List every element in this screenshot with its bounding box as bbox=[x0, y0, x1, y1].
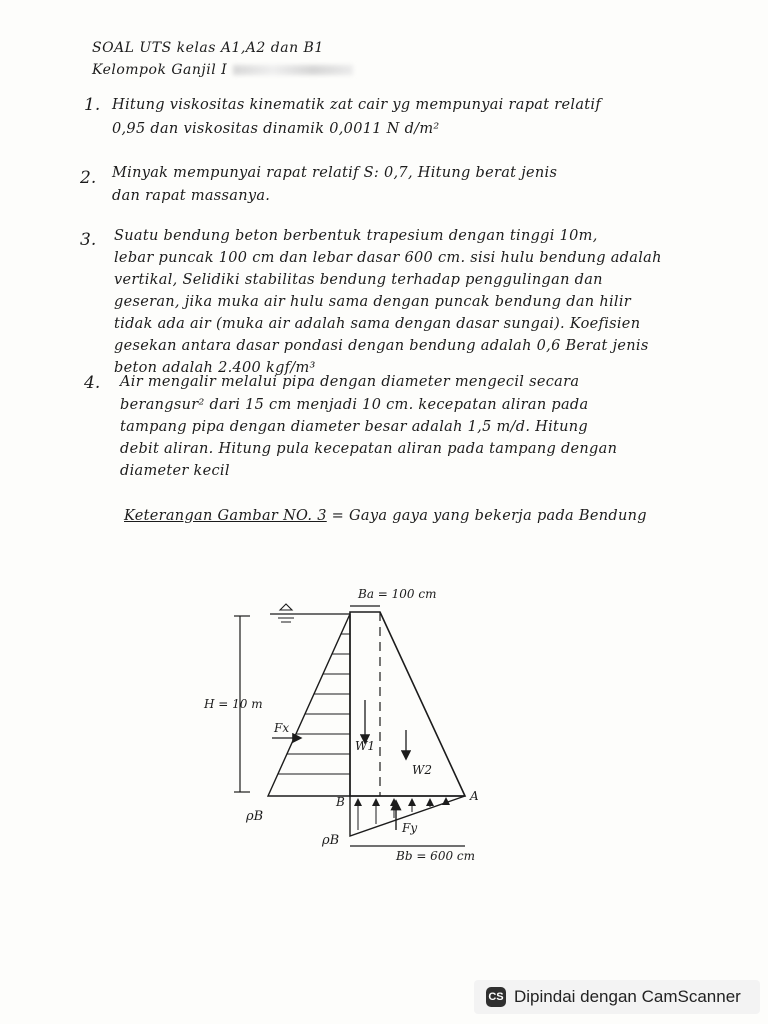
question-1-number: 1. bbox=[84, 95, 101, 115]
top-width-label: Ba = 100 cm bbox=[358, 587, 437, 601]
pressure-hatching bbox=[278, 634, 350, 774]
height-label: H = 10 m bbox=[204, 697, 263, 711]
question-4-line: diameter kecil bbox=[120, 463, 230, 479]
question-3-line: geseran, jika muka air hulu sama dengan puncak bendung dan hilir bbox=[114, 294, 631, 310]
point-a-label: A bbox=[470, 789, 479, 803]
question-4-line: Air mengalir melalui pipa dengan diameter mengecil secara bbox=[120, 374, 580, 390]
question-3-line: beton adalah 2.400 kgf/m³ bbox=[114, 360, 316, 376]
pressure-left-label: ρB bbox=[246, 809, 264, 824]
question-3-line: lebar puncak 100 cm dan lebar dasar 600 cm. sisi hulu bendung adalah bbox=[114, 250, 662, 266]
question-1-line: Hitung viskositas kinematik zat cair yg mempunyai rapat relatif bbox=[112, 97, 601, 113]
water-surface-icon bbox=[280, 604, 292, 610]
question-3-line: tidak ada air (muka air adalah sama dengan dasar sungai). Koefisien bbox=[114, 316, 641, 332]
redacted-names bbox=[233, 65, 353, 75]
question-2-line: Minyak mempunyai rapat relatif S: 0,7, Hitung berat jenis bbox=[112, 165, 558, 181]
force-y-label: Fy bbox=[402, 821, 418, 835]
figure-caption-text: = Gaya gaya yang bekerja pada Bendung bbox=[331, 508, 647, 524]
question-2-number: 2. bbox=[80, 168, 97, 188]
header-title: SOAL UTS kelas A1,A2 dan B1 bbox=[92, 40, 324, 56]
bottom-width-label: Bb = 600 cm bbox=[396, 849, 476, 863]
question-4-line: debit aliran. Hitung pula kecepatan aliran pada tampang dengan bbox=[120, 441, 618, 457]
figure-caption bbox=[124, 508, 647, 524]
weir-body bbox=[350, 612, 465, 796]
weight-1-label: W1 bbox=[355, 739, 375, 753]
question-4-line: tampang pipa dengan diameter besar adalah 1,5 m/d. Hitung bbox=[120, 419, 589, 435]
camscanner-badge bbox=[474, 980, 760, 1014]
force-x-label: Fx bbox=[274, 721, 290, 735]
question-2-line: dan rapat massanya. bbox=[112, 188, 271, 204]
question-4-line: berangsur² dari 15 cm menjadi 10 cm. kecepatan aliran pada bbox=[120, 397, 589, 413]
header-group-text: Kelompok Ganjil I bbox=[92, 62, 228, 78]
question-3-line: gesekan antara dasar pondasi dengan bendung adalah 0,6 Berat jenis bbox=[114, 338, 649, 354]
question-4-number: 4. bbox=[84, 373, 101, 393]
question-3-number: 3. bbox=[80, 230, 97, 250]
question-3-line: Suatu bendung beton berbentuk trapesium dengan tinggi 10m, bbox=[114, 228, 598, 244]
figure-caption-label: Keterangan Gambar NO. 3 bbox=[124, 508, 327, 524]
camscanner-text: Dipindai dengan CamScanner bbox=[514, 987, 741, 1006]
header-group bbox=[92, 62, 353, 78]
camscanner-logo-icon: CS bbox=[486, 987, 506, 1007]
point-b-label: B bbox=[336, 795, 345, 809]
hydrostatic-pressure-triangle bbox=[268, 614, 350, 796]
weight-2-label: W2 bbox=[412, 763, 432, 777]
question-1-line: 0,95 dan viskositas dinamik 0,0011 N d/m² bbox=[112, 121, 440, 137]
pressure-bottom-label: ρB bbox=[322, 833, 340, 848]
weir-force-diagram bbox=[200, 580, 520, 870]
question-3-line: vertikal, Selidiki stabilitas bendung terhadap penggulingan dan bbox=[114, 272, 603, 288]
